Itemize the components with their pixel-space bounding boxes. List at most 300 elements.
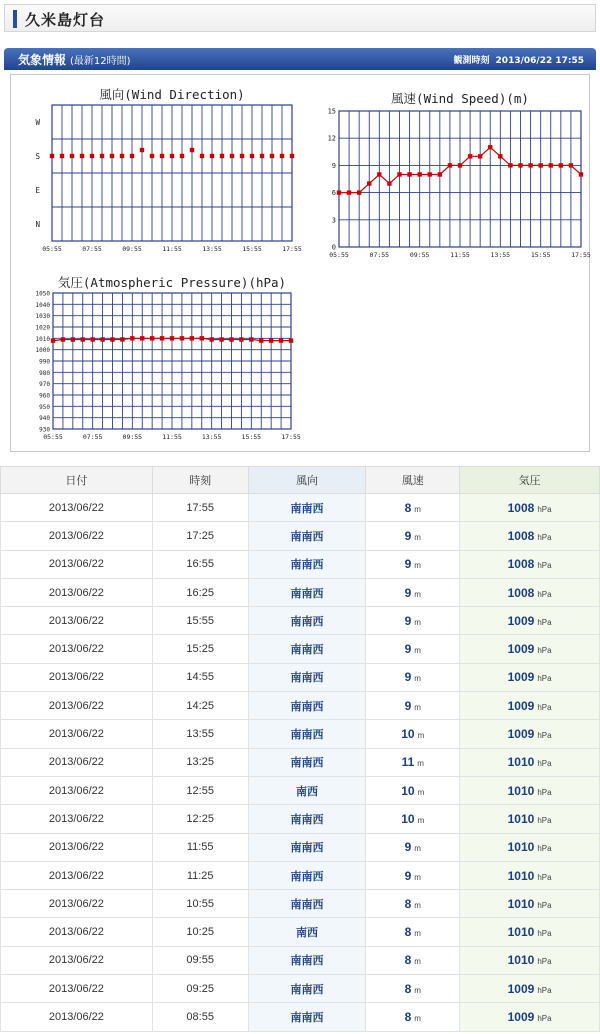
data-point: [549, 163, 553, 167]
cell-pressure: [460, 1003, 600, 1031]
wind-speed-unit: m: [414, 702, 421, 712]
pressure-value: 1008: [507, 585, 535, 600]
wind-speed-unit: m: [417, 731, 425, 741]
cell-pressure: [460, 550, 600, 578]
cell-time: 11:55: [152, 833, 248, 861]
wind-speed-unit: m: [414, 1013, 421, 1023]
cell-time: 13:55: [152, 720, 248, 748]
pressure-value: 1008: [507, 500, 535, 515]
wind-speed-value: 10: [401, 811, 415, 826]
data-point: [397, 172, 401, 176]
pressure-unit: hPa: [537, 674, 552, 684]
table-row: [1, 748, 600, 776]
wind-direction-chart: [15, 87, 302, 263]
wind-speed-unit: m: [414, 532, 421, 542]
cell-date: 2013/06/22: [1, 861, 153, 889]
data-point: [289, 338, 293, 342]
x-tick-label: 13:55: [490, 251, 511, 259]
data-point: [160, 336, 164, 340]
weather-data-table: [0, 466, 600, 1032]
y-tick-label: S: [35, 152, 40, 161]
cell-wind-speed: [366, 861, 460, 889]
data-point: [438, 172, 442, 176]
observation-time: [448, 53, 584, 66]
data-point: [130, 154, 134, 158]
cell-wind-direction: 南南西: [248, 975, 366, 1003]
pressure-value: 1009: [507, 727, 535, 742]
cell-pressure: [460, 578, 600, 606]
cell-wind-speed: [366, 578, 460, 606]
table-row: [1, 890, 600, 918]
cell-wind-direction: 南南西: [248, 833, 366, 861]
pressure-value: 1010: [507, 783, 535, 798]
y-tick-label: 0: [331, 243, 336, 252]
x-tick-label: 09:55: [122, 433, 143, 441]
x-tick-label: 05:55: [43, 433, 63, 441]
chart-title: 風速(Wind Speed)(m): [391, 91, 529, 106]
cell-wind-speed: [366, 494, 460, 522]
cell-date: 2013/06/22: [1, 776, 153, 804]
cell-wind-speed: [366, 776, 460, 804]
pressure-unit: hPa: [537, 900, 552, 910]
weather-info-header: [4, 48, 596, 70]
wind-speed-value: 11: [401, 755, 415, 770]
table-row: [1, 522, 600, 550]
y-tick-label: 940: [39, 415, 50, 423]
cell-wind-speed: [366, 1003, 460, 1031]
chart-title: 気圧(Atmospheric Pressure)(hPa): [57, 275, 287, 290]
data-point: [120, 337, 124, 341]
data-point: [140, 148, 144, 152]
x-tick-label: 11:55: [162, 245, 182, 253]
weather-info-title: 気象情報: [18, 53, 67, 67]
cell-wind-direction: 南南西: [248, 578, 366, 606]
data-point: [538, 163, 542, 167]
cell-wind-direction: 南南西: [248, 607, 366, 635]
cell-date: 2013/06/22: [1, 975, 153, 1003]
cell-wind-direction: 南南西: [248, 663, 366, 691]
data-point: [417, 172, 421, 176]
wind-speed-unit: m: [414, 504, 421, 514]
data-point: [190, 148, 194, 152]
cell-wind-direction: 南西: [248, 776, 366, 804]
data-point: [100, 337, 104, 341]
pressure-unit: hPa: [537, 787, 552, 797]
data-point: [428, 172, 432, 176]
x-tick-label: 07:55: [82, 433, 103, 441]
pressure-unit: hPa: [537, 646, 552, 656]
header-date: 日付: [1, 467, 153, 494]
data-point: [209, 337, 213, 341]
data-point: [579, 172, 583, 176]
x-tick-label: 09:55: [122, 245, 142, 253]
cell-wind-speed: [366, 522, 460, 550]
wind-speed-unit: m: [417, 759, 424, 769]
wind-speed-value: 9: [404, 642, 412, 657]
data-point: [60, 154, 64, 158]
pressure-value: 1009: [507, 670, 535, 685]
data-point: [259, 338, 263, 342]
cell-wind-direction: 南南西: [248, 805, 366, 833]
cell-time: 12:25: [152, 805, 248, 833]
table-body: [1, 494, 600, 1032]
wind-speed-value: 8: [404, 925, 412, 940]
cell-time: 15:55: [152, 607, 248, 635]
wind-speed-value: 9: [404, 613, 412, 628]
wind-speed-value: 8: [404, 953, 412, 968]
data-point: [61, 337, 65, 341]
x-tick-label: 07:55: [369, 251, 390, 259]
cell-wind-speed: [366, 635, 460, 663]
data-point: [377, 172, 381, 176]
y-tick-label: 6: [331, 189, 336, 198]
data-point: [249, 337, 253, 341]
wind-speed-unit: m: [417, 815, 425, 825]
pressure-unit: hPa: [537, 617, 552, 627]
wind-speed-value: 9: [404, 557, 412, 572]
cell-wind-speed: [366, 663, 460, 691]
data-point: [448, 163, 452, 167]
cell-time: 17:55: [152, 494, 248, 522]
wind-speed-unit: m: [414, 900, 421, 910]
observation-time-label: 観測時刻: [453, 56, 490, 66]
cell-pressure: [460, 720, 600, 748]
data-point: [367, 181, 371, 185]
wind-speed-unit: m: [414, 589, 421, 599]
pressure-unit: hPa: [537, 929, 552, 939]
cell-wind-direction: 南南西: [248, 550, 366, 578]
pressure-value: 1009: [507, 1009, 535, 1024]
pressure-chart: [15, 273, 299, 447]
data-point: [150, 336, 154, 340]
pressure-value: 1009: [507, 698, 535, 713]
wind-speed-chart: [303, 87, 589, 263]
pressure-unit: hPa: [537, 731, 552, 741]
cell-wind-speed: [366, 890, 460, 918]
data-point: [110, 337, 114, 341]
wind-speed-unit: m: [414, 957, 421, 967]
cell-time: 09:55: [152, 946, 248, 974]
cell-time: 09:25: [152, 975, 248, 1003]
data-point: [239, 337, 243, 341]
data-point: [180, 154, 184, 158]
cell-wind-speed: [366, 607, 460, 635]
cell-date: 2013/06/22: [1, 946, 153, 974]
y-tick-label: 12: [327, 134, 336, 143]
data-point: [270, 154, 274, 158]
data-point: [210, 154, 214, 158]
y-tick-label: 1040: [35, 301, 50, 309]
wind-speed-value: 10: [401, 783, 415, 798]
cell-time: 14:55: [152, 663, 248, 691]
y-tick-label: 1050: [35, 290, 50, 298]
data-point: [528, 163, 532, 167]
cell-wind-speed: [366, 833, 460, 861]
y-tick-label: 3: [331, 216, 336, 225]
cell-wind-direction: 南南西: [248, 1003, 366, 1031]
data-point: [279, 338, 283, 342]
cell-wind-speed: [366, 805, 460, 833]
pressure-unit: hPa: [537, 872, 552, 882]
cell-wind-direction: 南南西: [248, 890, 366, 918]
data-point: [180, 336, 184, 340]
y-tick-label: 930: [39, 426, 50, 434]
table-row: [1, 692, 600, 720]
data-point: [569, 163, 573, 167]
pressure-value: 1010: [507, 811, 535, 826]
y-tick-label: 970: [39, 381, 50, 389]
data-point: [240, 154, 244, 158]
cell-wind-direction: 南南西: [248, 494, 366, 522]
table-row: [1, 578, 600, 606]
wind-speed-unit: m: [414, 674, 421, 684]
table-row: [1, 861, 600, 889]
wind-speed-unit: m: [414, 646, 421, 656]
cell-date: 2013/06/22: [1, 550, 153, 578]
data-point: [200, 336, 204, 340]
data-point: [250, 154, 254, 158]
cell-time: 15:25: [152, 635, 248, 663]
wind-speed-value: 8: [404, 1009, 412, 1024]
x-tick-label: 17:55: [281, 433, 301, 441]
cell-pressure: [460, 975, 600, 1003]
data-point: [140, 336, 144, 340]
cell-wind-direction: 南南西: [248, 946, 366, 974]
data-point: [559, 163, 563, 167]
y-tick-label: N: [35, 220, 40, 229]
wind-speed-unit: m: [414, 561, 421, 571]
pressure-value: 1010: [507, 868, 535, 883]
wind-speed-value: 8: [404, 896, 412, 911]
cell-pressure: [460, 494, 600, 522]
cell-wind-speed: [366, 975, 460, 1003]
cell-date: 2013/06/22: [1, 1003, 153, 1031]
wind-speed-unit: m: [414, 929, 421, 939]
cell-time: 12:55: [152, 776, 248, 804]
data-point: [120, 154, 124, 158]
data-point: [518, 163, 522, 167]
pressure-unit: hPa: [537, 561, 552, 571]
cell-pressure: [460, 748, 600, 776]
y-tick-label: 990: [39, 358, 50, 366]
y-tick-label: 960: [39, 392, 50, 400]
cell-date: 2013/06/22: [1, 522, 153, 550]
cell-wind-speed: [366, 918, 460, 946]
cell-time: 10:55: [152, 890, 248, 918]
pressure-unit: hPa: [537, 957, 552, 967]
data-point: [230, 154, 234, 158]
cell-wind-speed: [366, 720, 460, 748]
table-row: [1, 550, 600, 578]
pressure-unit: hPa: [537, 532, 552, 542]
table-row: [1, 975, 600, 1003]
pressure-value: 1010: [507, 896, 535, 911]
cell-wind-speed: [366, 550, 460, 578]
cell-pressure: [460, 522, 600, 550]
y-tick-label: 980: [39, 369, 50, 377]
data-point: [347, 190, 351, 194]
data-point: [260, 154, 264, 158]
data-point: [478, 154, 482, 158]
cell-date: 2013/06/22: [1, 494, 153, 522]
pressure-unit: hPa: [537, 702, 552, 712]
data-point: [130, 336, 134, 340]
wind-speed-value: 9: [404, 698, 412, 713]
cell-wind-direction: 南南西: [248, 720, 366, 748]
table-row: [1, 805, 600, 833]
data-point: [508, 163, 512, 167]
pressure-unit: hPa: [537, 589, 552, 599]
pressure-value: 1010: [507, 840, 535, 855]
y-tick-label: 1020: [35, 324, 50, 332]
pressure-unit: hPa: [537, 985, 552, 995]
pressure-unit: hPa: [537, 844, 552, 854]
cell-date: 2013/06/22: [1, 578, 153, 606]
pressure-unit: hPa: [537, 815, 552, 825]
wind-speed-value: 9: [404, 528, 412, 543]
x-tick-label: 07:55: [82, 245, 102, 253]
data-point: [170, 336, 174, 340]
header-pressure: 気圧: [460, 467, 600, 494]
cell-time: 16:55: [152, 550, 248, 578]
cell-date: 2013/06/22: [1, 720, 153, 748]
table-row: [1, 776, 600, 804]
header-time: 時刻: [152, 467, 248, 494]
cell-time: 10:25: [152, 918, 248, 946]
cell-wind-direction: 南南西: [248, 748, 366, 776]
wind-speed-unit: m: [417, 787, 425, 797]
y-tick-label: 9: [331, 161, 336, 170]
wind-speed-value: 9: [404, 670, 412, 685]
y-tick-label: 15: [327, 107, 336, 116]
data-point: [170, 154, 174, 158]
table-row: [1, 946, 600, 974]
observation-time-value: 2013/06/22 17:55: [495, 56, 584, 66]
x-tick-label: 15:55: [242, 245, 262, 253]
data-point: [269, 338, 273, 342]
wind-speed-unit: m: [414, 985, 421, 995]
x-tick-label: 15:55: [530, 251, 551, 259]
chart-panel: [10, 74, 590, 452]
data-point: [498, 154, 502, 158]
page-title: 久米島灯台: [25, 11, 106, 29]
data-point: [337, 190, 341, 194]
cell-date: 2013/06/22: [1, 805, 153, 833]
pressure-value: 1009: [507, 642, 535, 657]
wind-speed-value: 9: [404, 840, 412, 855]
data-point: [229, 337, 233, 341]
wind-speed-unit: m: [414, 617, 421, 627]
data-point: [80, 154, 84, 158]
data-point: [50, 154, 54, 158]
data-point: [407, 172, 411, 176]
table-row: [1, 663, 600, 691]
cell-time: 16:25: [152, 578, 248, 606]
data-point: [150, 154, 154, 158]
x-tick-label: 13:55: [202, 245, 222, 253]
cell-time: 08:55: [152, 1003, 248, 1031]
data-point: [190, 336, 194, 340]
weather-info-label: [18, 51, 131, 68]
header-wind-direction: 風向: [248, 467, 366, 494]
pressure-value: 1008: [507, 557, 535, 572]
weather-info-subtitle: (最新12時間): [70, 56, 131, 67]
y-tick-label: 1010: [35, 335, 50, 343]
x-tick-label: 17:55: [282, 245, 302, 253]
cell-wind-direction: 南南西: [248, 692, 366, 720]
data-point: [458, 163, 462, 167]
cell-wind-speed: [366, 946, 460, 974]
data-point: [90, 337, 94, 341]
wind-speed-unit: m: [414, 872, 421, 882]
x-tick-label: 11:55: [162, 433, 182, 441]
data-point: [200, 154, 204, 158]
cell-date: 2013/06/22: [1, 748, 153, 776]
cell-time: 13:25: [152, 748, 248, 776]
data-point: [468, 154, 472, 158]
wind-speed-value: 10: [401, 727, 415, 742]
x-tick-label: 05:55: [329, 251, 349, 259]
data-point: [90, 154, 94, 158]
cell-date: 2013/06/22: [1, 663, 153, 691]
cell-pressure: [460, 635, 600, 663]
cell-date: 2013/06/22: [1, 692, 153, 720]
table-row: [1, 720, 600, 748]
wind-speed-value: 9: [404, 868, 412, 883]
data-point: [220, 154, 224, 158]
cell-time: 17:25: [152, 522, 248, 550]
x-tick-label: 17:55: [571, 251, 591, 259]
cell-time: 14:25: [152, 692, 248, 720]
table-row: [1, 833, 600, 861]
wind-speed-unit: m: [414, 844, 421, 854]
data-point: [290, 154, 294, 158]
y-tick-label: 950: [39, 403, 50, 411]
cell-time: 11:25: [152, 861, 248, 889]
y-tick-label: 1030: [35, 313, 50, 321]
x-tick-label: 09:55: [409, 251, 430, 259]
pressure-unit: hPa: [537, 504, 552, 514]
x-tick-label: 15:55: [241, 433, 262, 441]
data-point: [110, 154, 114, 158]
cell-date: 2013/06/22: [1, 607, 153, 635]
y-tick-label: W: [35, 118, 40, 127]
cell-pressure: [460, 861, 600, 889]
y-tick-label: E: [35, 186, 40, 195]
data-point: [160, 154, 164, 158]
pressure-value: 1010: [507, 755, 535, 770]
table-row: [1, 607, 600, 635]
x-tick-label: 11:55: [450, 251, 470, 259]
cell-date: 2013/06/22: [1, 890, 153, 918]
data-point: [100, 154, 104, 158]
cell-pressure: [460, 918, 600, 946]
data-point: [81, 337, 85, 341]
cell-pressure: [460, 692, 600, 720]
data-point: [219, 337, 223, 341]
y-tick-label: 1000: [35, 347, 50, 355]
cell-wind-direction: 南南西: [248, 522, 366, 550]
chart-title: 風向(Wind Direction): [99, 87, 245, 102]
cell-wind-direction: 南西: [248, 918, 366, 946]
pressure-value: 1008: [507, 528, 535, 543]
data-point: [488, 145, 492, 149]
wind-speed-value: 8: [404, 981, 412, 996]
cell-pressure: [460, 805, 600, 833]
cell-wind-speed: [366, 692, 460, 720]
wind-speed-value: 9: [404, 585, 412, 600]
title-accent-bar: [13, 10, 17, 28]
